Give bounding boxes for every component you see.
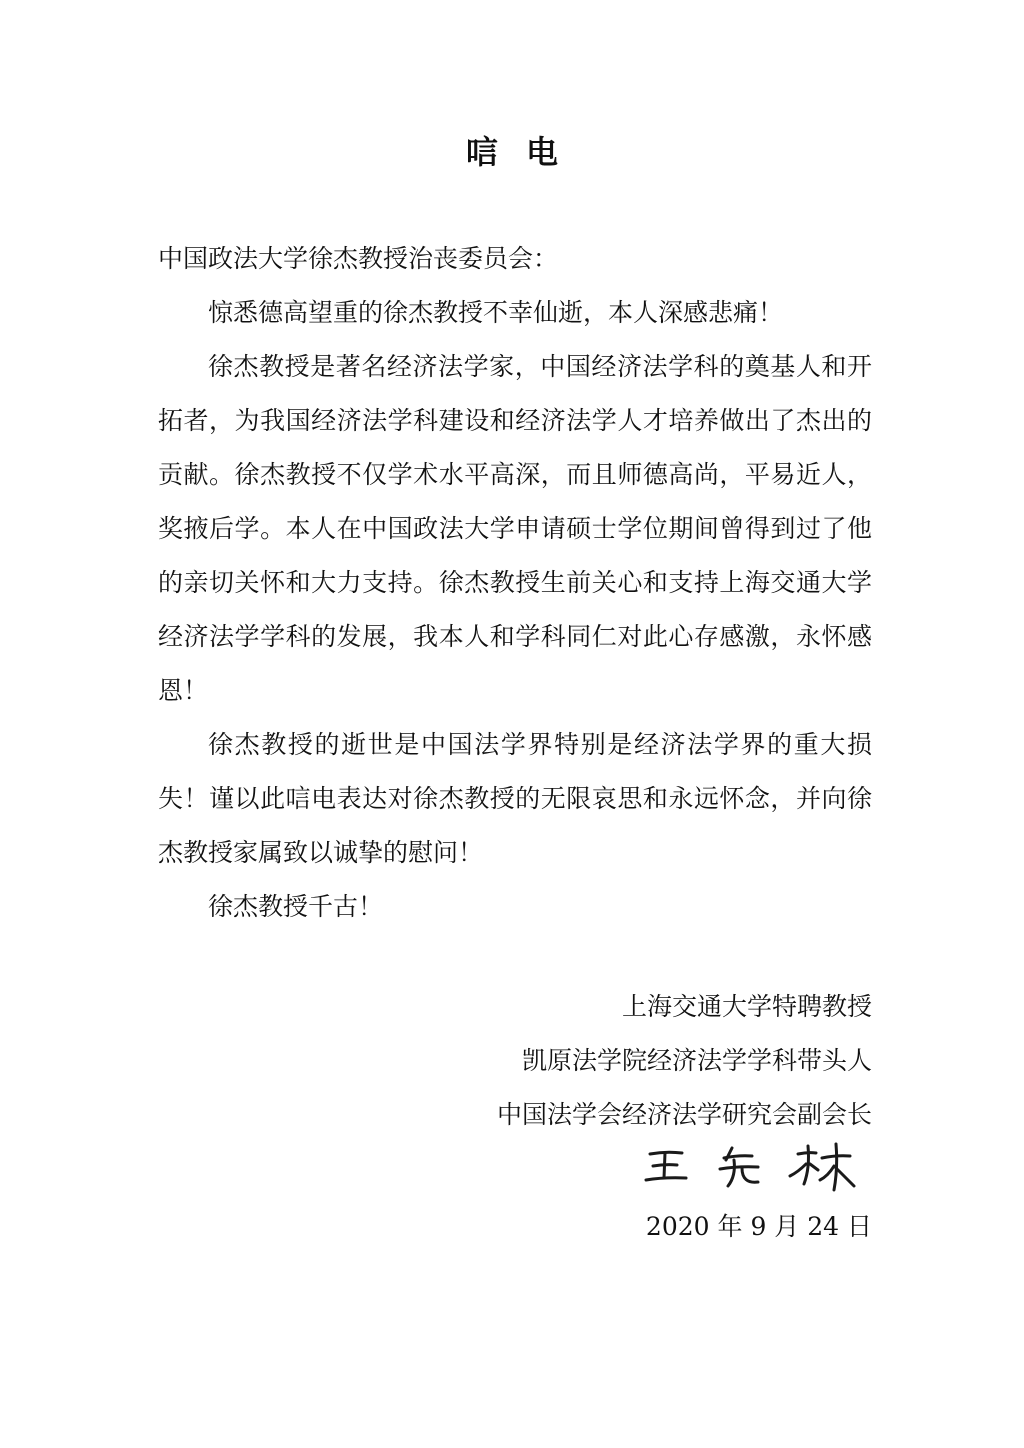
salutation: 中国政法大学徐杰教授治丧委员会： [158, 244, 559, 273]
paragraph-tribute: 徐杰教授是著名经济法学家，中国经济法学科的奠基人和开拓者，为我国经济法学科建设和经济法学人才培养做出了杰出的贡献。徐杰教授不仅学术水平高深，而且师德高尚，平易近人，奖掖后学。本人在中国政法大学申请硕士学位期间曾得到过了他的亲切关怀和大力支持。徐杰教授生前关心和支持上海交通大学经济法学学科的发展，我本人和学科同仁对此心存感激，永怀感恩！ [158, 352, 872, 705]
letter-body [158, 232, 872, 934]
signer-title-3: 中国法学会经济法学研究会副会长 [496, 1100, 872, 1129]
paragraph-condolence: 惊悉德高望重的徐杰教授不幸仙逝，本人深感悲痛！ [208, 298, 784, 327]
signer-title-1: 上海交通大学特聘教授 [621, 992, 872, 1021]
handwritten-signature [640, 1138, 870, 1198]
closing-line: 徐杰教授千古！ [208, 892, 384, 921]
letter-title: 唁电 [465, 133, 586, 171]
signer-title-2: 凯原法学院经济法学学科带头人 [521, 1046, 872, 1075]
letter-date: 2020 年 9 月 24 日 [645, 1212, 872, 1241]
signature-block [497, 980, 872, 1142]
paragraph-loss: 徐杰教授的逝世是中国法学界特别是经济法学界的重大损失！谨以此唁电表达对徐杰教授的无限哀思和永远怀念，并向徐杰教授家属致以诚挚的慰问！ [158, 730, 872, 867]
